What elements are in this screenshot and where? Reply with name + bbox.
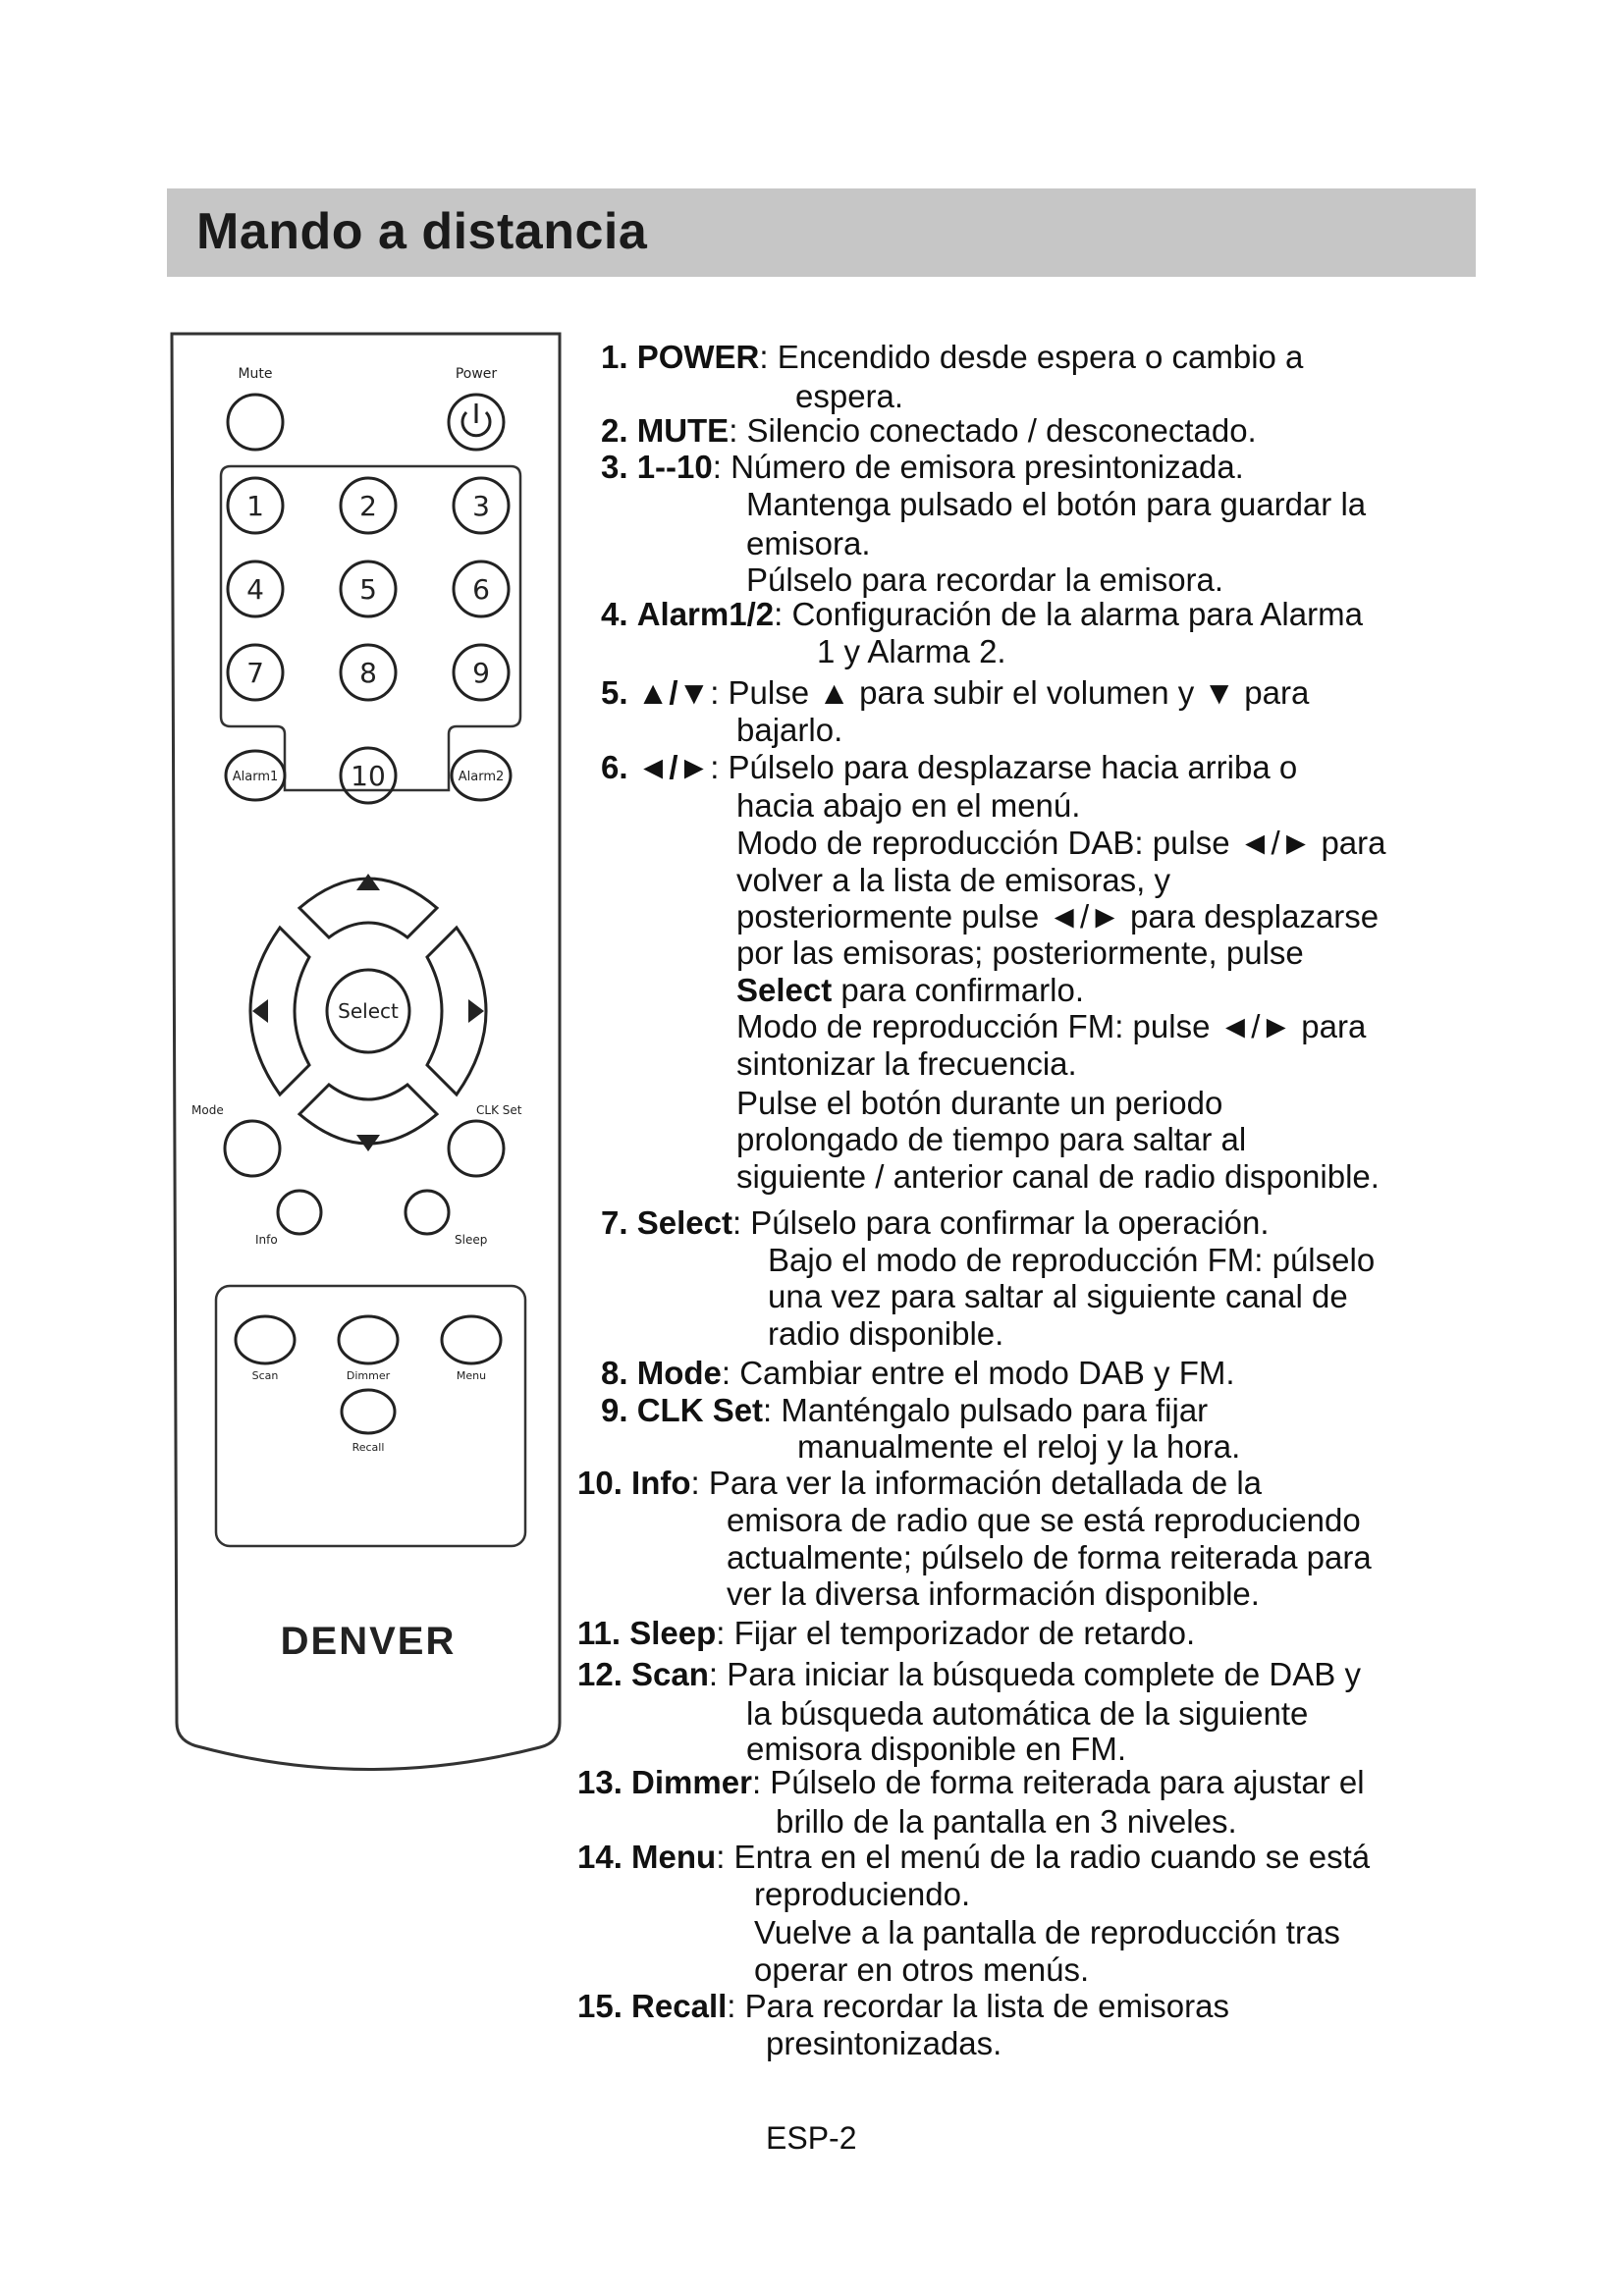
number-label: 2 [359,490,377,522]
page-number: ESP-2 [766,2120,857,2156]
item-continuation: Modo de reproducción FM: pulse ◄/► para [736,1008,1367,1044]
item-continuation: manualmente el reloj y la hora. [797,1428,1241,1465]
item-continuation: hacia abajo en el menú. [736,787,1081,824]
item-key: 1--10 [636,449,713,485]
item-continuation: espera. [795,378,904,414]
item-continuation: posteriormente pulse ◄/► para desplazarse [736,898,1380,934]
item-continuation: Mantenga pulsado el botón para guardar la [746,486,1367,522]
item-number: 10. [577,1465,623,1501]
select-label: Select [338,999,399,1023]
item-continuation: Púlselo para recordar la emisora. [746,561,1224,598]
item-key: Menu [631,1839,717,1875]
menu-label: Menu [456,1369,487,1382]
number-label: 7 [246,657,264,689]
item-continuation: presintonizadas. [766,2025,1002,2061]
item-key: Select [736,972,833,1008]
item-text: : Encendido desde espera o cambio a [759,339,1304,375]
item-continuation: prolongado de tiempo para saltar al [736,1121,1247,1157]
section-header [167,188,1476,277]
item-key: Dimmer [631,1764,752,1800]
item-continuation: reproduciendo. [754,1876,971,1912]
item-number: 7. [601,1204,628,1241]
recall-label: Recall [352,1441,385,1454]
description-item [577,1656,1361,1693]
item-continuation: radio disponible. [768,1315,1004,1352]
item-key: Info [631,1465,691,1501]
item-text: : Púlselo de forma reiterada para ajustar el [751,1764,1365,1800]
item-continuation: sintonizar la frecuencia. [736,1045,1077,1082]
description-item [601,1355,1235,1392]
description-item [601,339,1303,376]
item-text: : Fijar el temporizador de retardo. [716,1615,1196,1651]
item-continuation [736,972,1084,1009]
mute-label: Mute [238,366,273,382]
item-key: CLK Set [636,1392,764,1428]
item-number: 4. [601,596,628,632]
description-item [601,1204,1270,1242]
number-label: 1 [246,490,264,522]
alarm2-label: Alarm2 [458,770,505,784]
number-label: 5 [359,573,377,606]
item-number: 12. [577,1656,623,1692]
clk-set-label: CLK Set [476,1103,522,1117]
page-title: Mando a distancia [196,203,648,260]
item-text: : Cambiar entre el modo DAB y FM. [721,1355,1235,1391]
description-item [577,1764,1365,1801]
item-number: 3. [601,449,628,485]
item-continuation: Pulse el botón durante un periodo [736,1085,1223,1121]
item-continuation: emisora de radio que se está reproduciendo [727,1502,1361,1538]
number-label: 6 [472,573,490,606]
power-label: Power [455,366,498,382]
description-item [601,412,1257,450]
description-item [601,596,1363,633]
item-continuation: una vez para saltar al siguiente canal de [768,1278,1348,1314]
description-item [601,449,1244,486]
item-continuation: bajarlo. [736,712,843,748]
item-text: : Púlselo para desplazarse hacia arriba o [710,749,1298,785]
item-number: 14. [577,1839,623,1875]
item-continuation: operar en otros menús. [754,1951,1090,1988]
item-number: 1. [601,339,628,375]
scan-label: Scan [251,1369,279,1382]
item-text: : Número de emisora presintonizada. [712,449,1244,485]
item-number: 9. [601,1392,628,1428]
item-continuation: Modo de reproducción DAB: pulse ◄/► para [736,825,1386,861]
description-item [601,1392,1208,1429]
item-text: para confirmarlo. [832,972,1084,1008]
sleep-label: Sleep [455,1233,488,1247]
item-key: ◄/► [636,749,711,785]
item-continuation: Vuelve a la pantalla de reproducción tras [754,1914,1340,1950]
item-number: 8. [601,1355,628,1391]
number-label: 3 [472,490,490,522]
description-item [577,1988,1229,2025]
item-continuation: la búsqueda automática de la siguiente [746,1695,1309,1732]
item-text: : Configuración de la alarma para Alarma [774,596,1363,632]
item-continuation: por las emisoras; posteriormente, pulse [736,934,1304,971]
item-number: 2. [601,412,628,449]
item-key: Alarm1/2 [636,596,775,632]
brand-logo: DENVER [280,1620,457,1663]
item-continuation: emisora. [746,525,871,561]
item-continuation: volver a la lista de emisoras, y [736,862,1171,898]
item-key: Mode [636,1355,722,1391]
item-text: : Púlselo para confirmar la operación. [731,1204,1270,1241]
mode-label: Mode [191,1103,224,1117]
dimmer-label: Dimmer [346,1369,391,1382]
item-continuation: ver la diversa información disponible. [727,1575,1260,1612]
number-label: 4 [246,573,264,606]
item-continuation: actualmente; púlselo de forma reiterada para [727,1539,1372,1575]
item-key: POWER [636,339,760,375]
item-text: : Entra en el menú de la radio cuando se está [716,1839,1371,1875]
remote-illustration [162,329,574,1772]
number-label: 8 [359,657,377,689]
description-item [577,1839,1370,1876]
item-number: 15. [577,1988,623,2024]
info-label: Info [255,1233,278,1247]
item-key: Scan [631,1656,709,1692]
item-number: 11. [577,1615,622,1651]
item-text: : Silencio conectado / desconectado. [729,412,1257,449]
item-continuation: Bajo el modo de reproducción FM: púlselo [768,1242,1376,1278]
item-key: MUTE [636,412,730,449]
item-key: ▲/▼ [636,674,711,711]
alarm1-label: Alarm1 [232,770,279,784]
item-number: 5. [601,674,628,711]
description-item [601,674,1309,712]
item-key: Recall [631,1988,728,2024]
item-text: : Pulse ▲ para subir el volumen y ▼ para [710,674,1310,711]
description-item [601,749,1297,786]
item-continuation: brillo de la pantalla en 3 niveles. [776,1803,1237,1840]
item-text: : Para recordar la lista de emisoras [727,1988,1229,2024]
item-continuation: 1 y Alarma 2. [817,633,1006,669]
item-key: Select [636,1204,732,1241]
item-continuation: siguiente / anterior canal de radio disponible. [736,1158,1380,1195]
item-text: : Para ver la información detallada de la [690,1465,1263,1501]
item-key: Sleep [629,1615,717,1651]
description-item [577,1615,1195,1652]
number-label: 9 [472,657,490,689]
remote-svg [162,329,574,1772]
description-item [577,1465,1262,1502]
item-number: 6. [601,749,628,785]
item-number: 13. [577,1764,623,1800]
item-text: : Manténgalo pulsado para fijar [763,1392,1209,1428]
item-text: : Para iniciar la búsqueda complete de DAB y [708,1656,1361,1692]
number-label: 10 [351,760,386,792]
item-continuation: emisora disponible en FM. [746,1731,1127,1767]
